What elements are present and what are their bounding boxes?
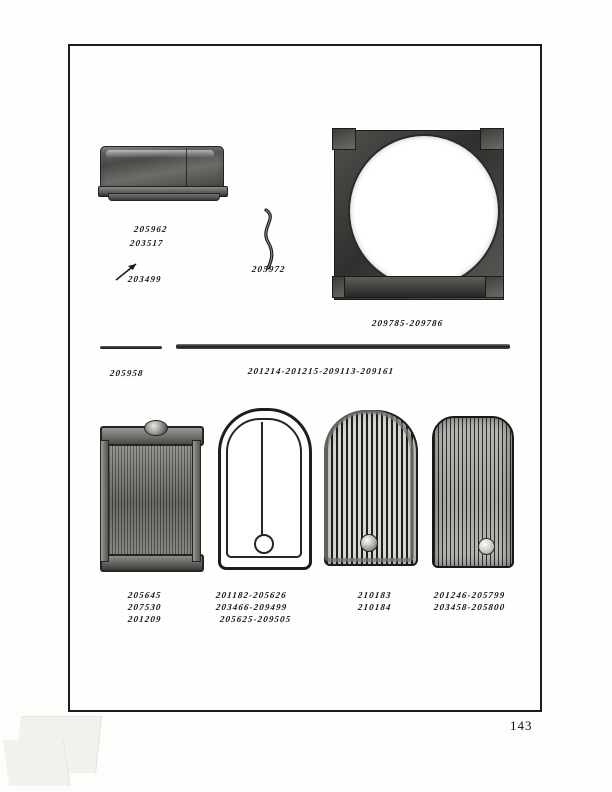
radiator-side-strap-left <box>100 440 109 562</box>
grille-shell-center-divider <box>261 422 263 544</box>
pointer-arrow-icon <box>114 260 140 282</box>
caption-203499: 203499 <box>127 274 163 284</box>
figure-grille-bars <box>320 408 420 570</box>
caption-205645: 205645 <box>127 590 163 600</box>
cowl-box-lower-lip <box>108 193 220 201</box>
figure-cowl-box <box>98 142 228 202</box>
figure-grille-shell-outline <box>210 406 314 570</box>
caption-205962: 205962 <box>133 224 169 234</box>
grille-bars-cap <box>360 534 378 552</box>
caption-201214-201215-209113-209161: 201214-201215-209113-209161 <box>247 366 395 376</box>
caption-203466-209499: 203466-209499 <box>215 602 288 612</box>
figure-short-rod <box>100 346 162 349</box>
illustration-plate-border <box>68 44 542 712</box>
shroud-bottom-bar <box>344 276 486 298</box>
shroud-opening <box>348 134 500 288</box>
shroud-corner-top-left <box>332 128 356 150</box>
caption-207530: 207530 <box>127 602 163 612</box>
caption-210183: 210183 <box>357 590 393 600</box>
radiator-core-fins <box>104 438 200 566</box>
paper-edge-artifact <box>3 740 70 786</box>
cowl-box-seam <box>186 148 187 190</box>
caption-203517: 203517 <box>129 238 165 248</box>
figure-radiator-core <box>98 420 206 570</box>
cowl-box-highlight <box>106 150 214 158</box>
caption-203458-205800: 203458-205800 <box>433 602 506 612</box>
shroud-corner-top-right <box>480 128 504 150</box>
page-number: 143 <box>510 718 533 733</box>
caption-201246-205799: 201246-205799 <box>433 590 506 600</box>
grille-shell-cap <box>254 534 274 554</box>
figure-grille-dark <box>428 414 520 572</box>
caption-209785-209786: 209785-209786 <box>371 318 444 328</box>
grille-dark-cap <box>478 538 495 555</box>
figure-long-rod <box>176 344 510 349</box>
radiator-lower-tank <box>100 554 204 572</box>
figure-hose <box>256 206 296 272</box>
caption-201182-205626: 201182-205626 <box>215 590 288 600</box>
caption-201209: 201209 <box>127 614 163 624</box>
caption-205625-209505: 205625-209505 <box>219 614 292 624</box>
grille-dark-core <box>432 416 514 568</box>
radiator-filler-cap <box>144 420 168 436</box>
figure-fan-shroud <box>328 124 508 304</box>
caption-205958: 205958 <box>109 368 145 378</box>
caption-205972: 205972 <box>251 264 287 274</box>
caption-210184: 210184 <box>357 602 393 612</box>
radiator-side-strap-right <box>192 440 201 562</box>
